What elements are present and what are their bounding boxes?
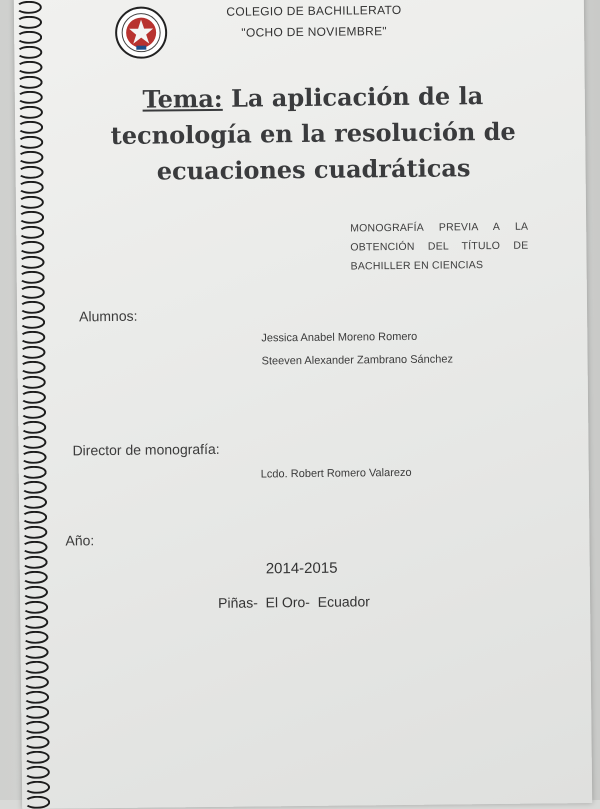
spiral-coil (22, 616, 48, 629)
spiral-coil (22, 631, 48, 644)
title-line-3: ecuaciones cuadráticas (156, 153, 471, 186)
monografia-line-1: MONOGRAFÍA PREVIA A LA (350, 220, 529, 235)
student-name-1: Jessica Anabel Moreno Romero (261, 330, 418, 345)
spiral-coil (16, 46, 42, 59)
spiral-coil (17, 91, 43, 104)
spiral-coil (16, 16, 42, 29)
spiral-coil (18, 241, 44, 254)
school-name: COLEGIO DE BACHILLERATO (226, 2, 402, 19)
spiral-coil (24, 781, 50, 794)
monografia-line-3: BACHILLER EN CIENCIAS (350, 259, 484, 273)
spiral-coil (21, 511, 47, 524)
title-line-1: La aplicación de la (230, 81, 484, 113)
title-page (14, 0, 592, 809)
spiral-coil (21, 466, 47, 479)
spiral-coil (23, 646, 49, 659)
spiral-coil (24, 736, 50, 749)
spiral-coil (18, 166, 44, 179)
spiral-coil (19, 301, 45, 314)
spiral-coil (17, 76, 43, 89)
spiral-coil (23, 721, 49, 734)
spiral-coil (18, 196, 44, 209)
spiral-coil (19, 286, 45, 299)
spiral-coil (17, 136, 43, 149)
spiral-coil (21, 451, 47, 464)
director-label: Director de monografía: (72, 440, 220, 459)
spiral-coil (20, 376, 46, 389)
spiral-coil (23, 691, 49, 704)
spiral-coil (23, 706, 49, 719)
school-subname: "OCHO DE NOVIEMBRE" (241, 24, 387, 40)
spiral-coil (16, 61, 42, 74)
student-name-2: Steeven Alexander Zambrano Sánchez (261, 353, 454, 368)
spiral-coil (22, 571, 48, 584)
anio-value: 2014-2015 (265, 559, 338, 578)
alumnos-label: Alumnos: (79, 307, 138, 325)
thesis-title (93, 78, 534, 191)
spiral-coil (18, 256, 44, 269)
spiral-coil (16, 1, 42, 14)
title-label: Tema: (142, 83, 223, 114)
monografia-line-2: OBTENCIÓN DEL TÍTULO DE (350, 239, 529, 254)
monografia-statement (350, 218, 529, 277)
spiral-coil (17, 106, 43, 119)
spiral-coil (23, 661, 49, 674)
spiral-coil (24, 751, 50, 764)
title-line-2: tecnología en la resolución de (110, 116, 516, 150)
spiral-coil (20, 436, 46, 449)
spiral-coil (18, 181, 44, 194)
location: Piñas- El Oro- Ecuador (218, 593, 370, 611)
spiral-coil (21, 481, 47, 494)
spiral-coil (19, 331, 45, 344)
spiral-coil (21, 496, 47, 509)
spiral-coil (22, 601, 48, 614)
spiral-coil (22, 586, 48, 599)
spiral-coil (17, 121, 43, 134)
spiral-coil (17, 151, 43, 164)
spiral-coil (20, 391, 46, 404)
spiral-coil (19, 346, 45, 359)
spiral-coil (24, 796, 50, 809)
spiral-coil (21, 526, 47, 539)
spiral-coil (18, 211, 44, 224)
spiral-coil (24, 766, 50, 779)
spiral-coil (23, 676, 49, 689)
spiral-coil (22, 556, 48, 569)
spiral-coil (21, 541, 47, 554)
spiral-coil (18, 226, 44, 239)
anio-label: Año: (65, 532, 95, 549)
director-name: Lcdo. Robert Romero Valarezo (260, 466, 412, 481)
spiral-coil (16, 31, 42, 44)
spiral-coil (20, 406, 46, 419)
spiral-coil (20, 421, 46, 434)
spiral-coil (19, 316, 45, 329)
school-seal-icon (114, 5, 169, 60)
spiral-coil (19, 271, 45, 284)
spiral-coil (20, 361, 46, 374)
